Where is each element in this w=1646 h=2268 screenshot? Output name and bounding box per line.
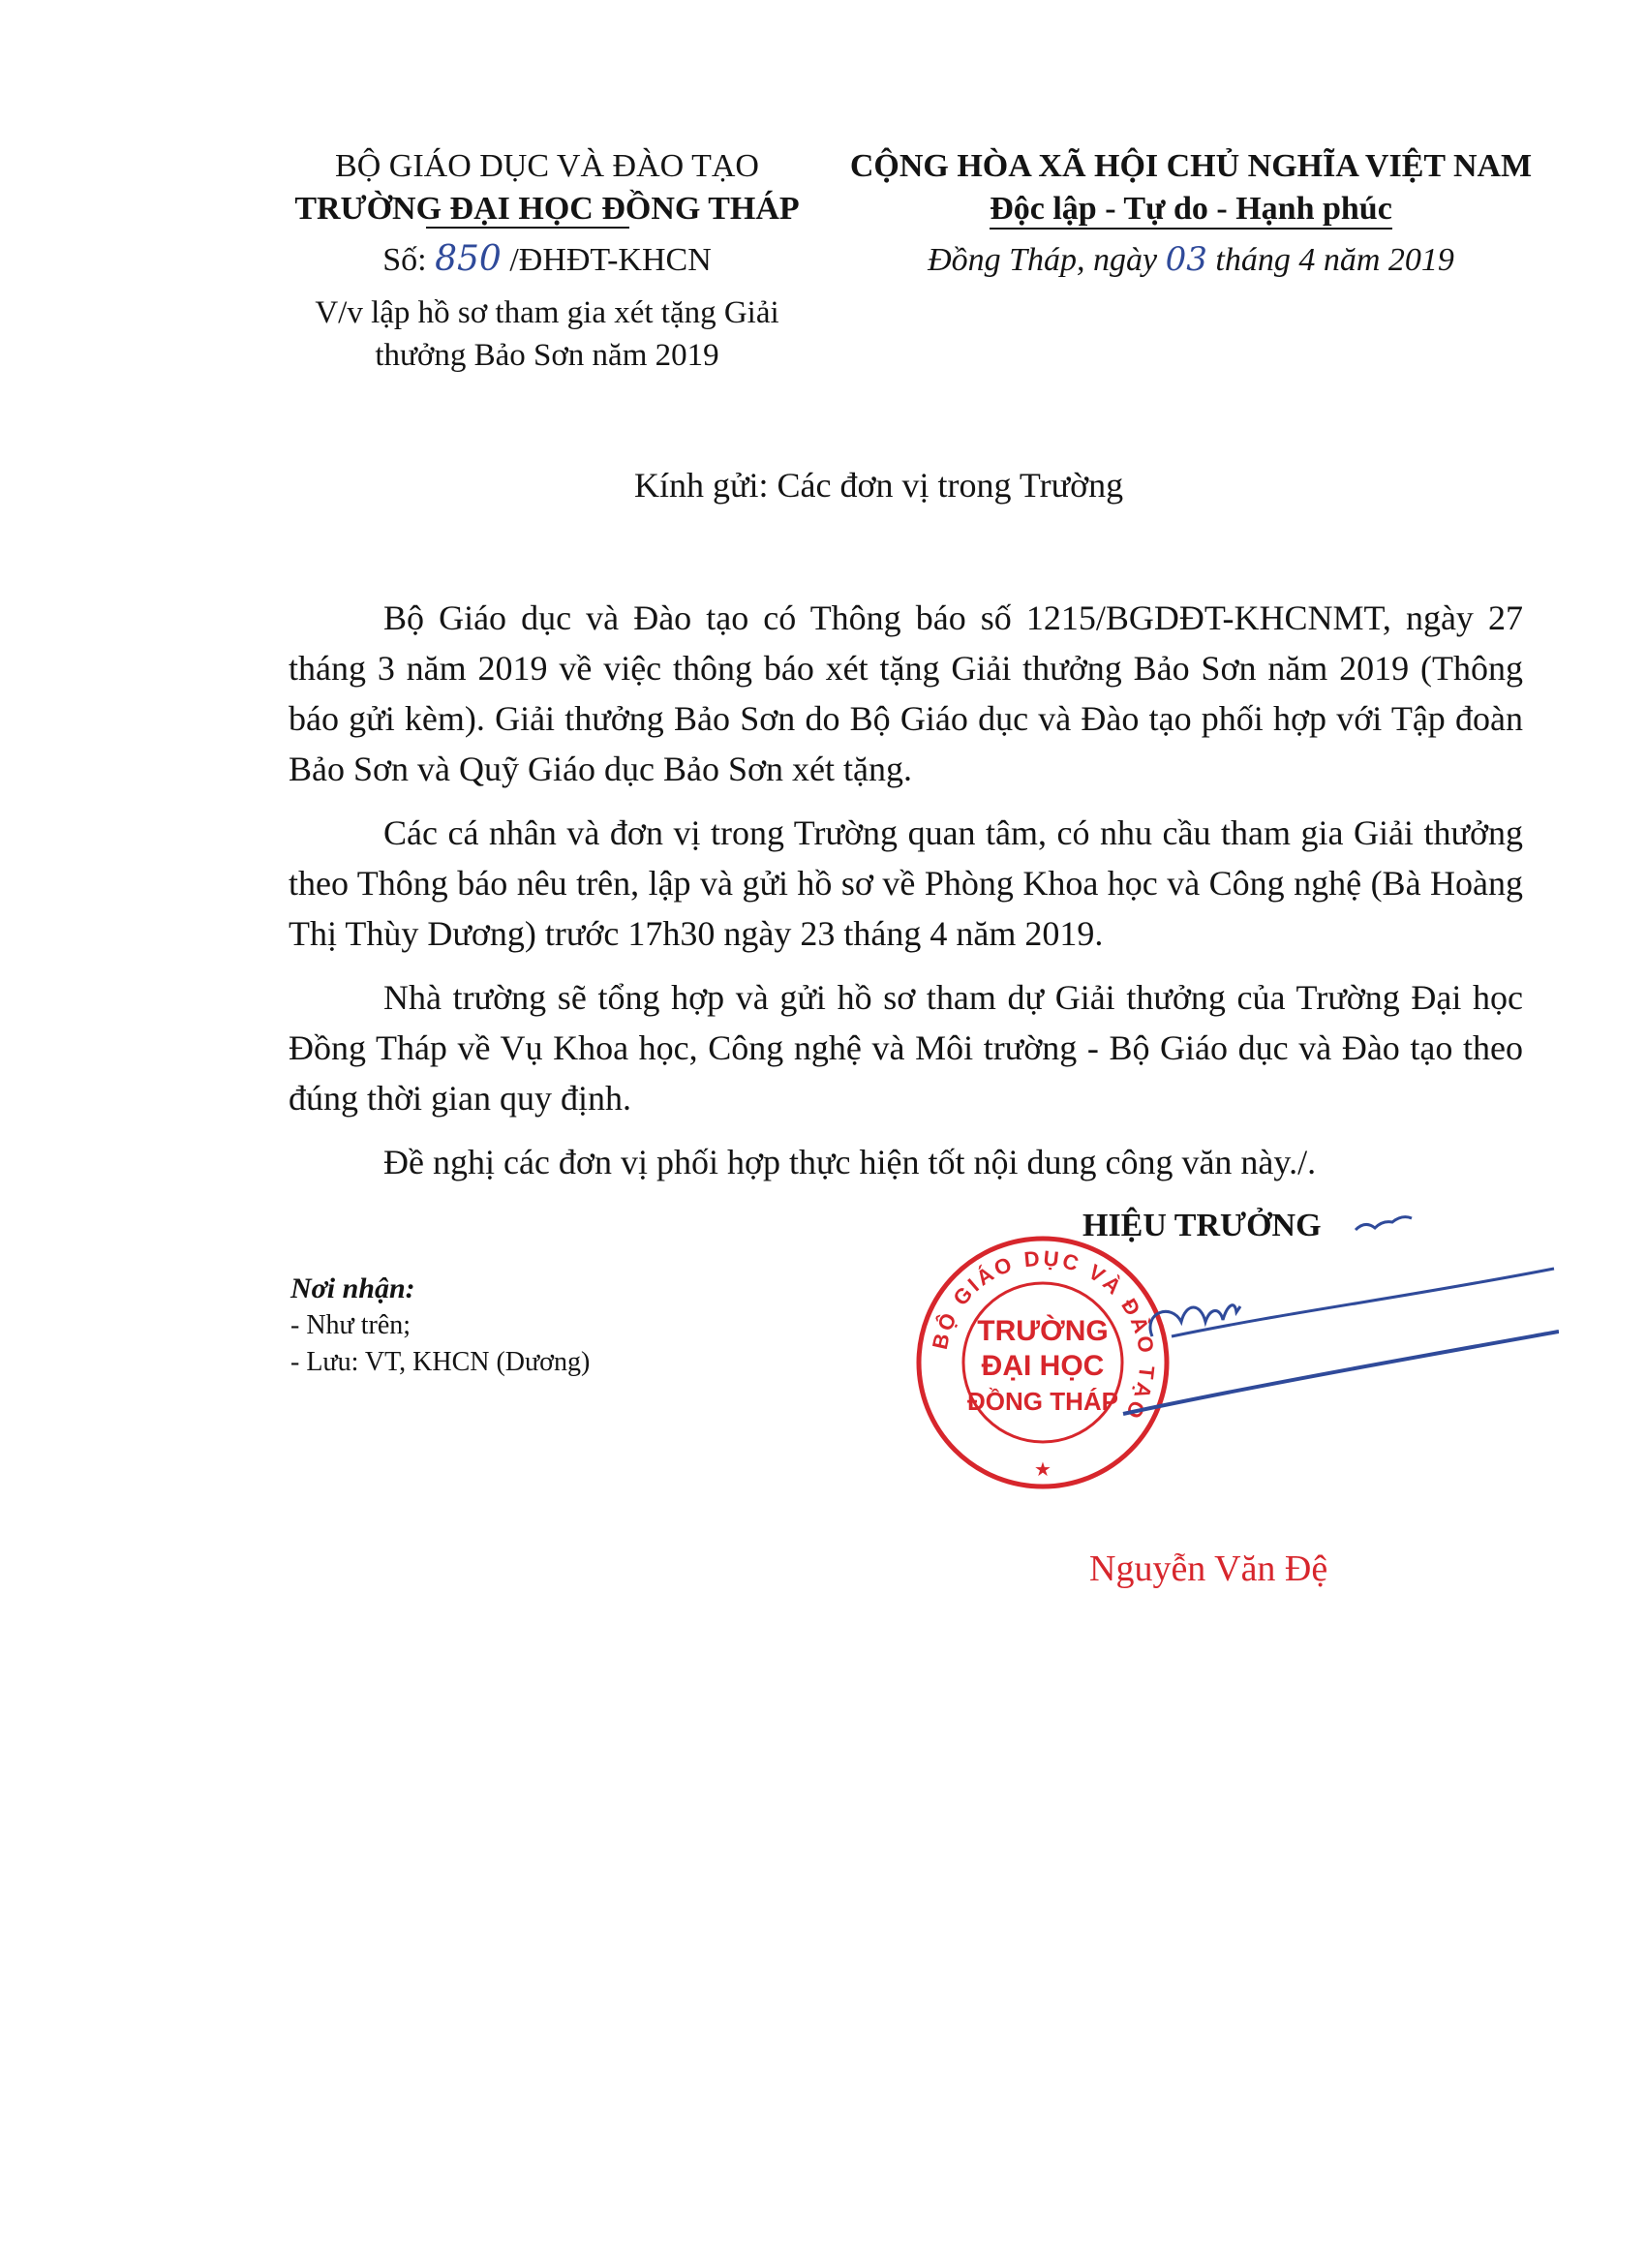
header-left bbox=[232, 145, 862, 377]
body-paragraph: Bộ Giáo dục và Đào tạo có Thông báo số 1215/BGDĐT-KHCNMT, ngày 27 tháng 3 năm 2019 về việc thông báo xét tặng Giải thưởng Bảo Sơn năm 2019 (Thông báo gửi kèm). Giải thưởng Bảo Sơn do Bộ Giáo dục và Đào tạo phối hợp với Tập đoàn Bảo Sơn và Quỹ Giáo dục Bảo Sơn xét tặng. bbox=[289, 598, 1523, 788]
recipients-item: - Lưu: VT, KHCN (Dương) bbox=[290, 1347, 591, 1377]
signatory-name: Nguyễn Văn Đệ bbox=[1089, 1548, 1328, 1589]
recipient-line: Kính gửi: Các đơn vị trong Trường bbox=[634, 466, 1124, 505]
motto-text: Độc lập - Tự do - Hạnh phúc bbox=[990, 191, 1392, 230]
document-number bbox=[232, 238, 862, 282]
svg-text:TRƯỜNG: TRƯỜNG bbox=[977, 1315, 1109, 1347]
signature-position: HIỆU TRƯỞNG bbox=[1082, 1208, 1322, 1243]
body-paragraph: Đề nghị các đơn vị phối hợp thực hiện tốt nội dung công văn này./. bbox=[383, 1143, 1317, 1181]
date-suffix: tháng 4 năm 2019 bbox=[1215, 242, 1454, 278]
recipients-block bbox=[290, 1271, 775, 1381]
signature-scribble bbox=[1113, 1211, 1559, 1453]
letter-body bbox=[289, 593, 1523, 1201]
date-prefix: Đồng Tháp, ngày bbox=[928, 242, 1158, 278]
body-paragraph: Các cá nhân và đơn vị trong Trường quan tâm, có nhu cầu tham gia Giải thưởng theo Thông báo nêu trên, lập và gửi hồ sơ về Phòng Khoa học và Công nghệ (Bà Hoàng Thị Thùy Dương) trước 17h30 ngày 23 tháng 4 năm 2019. bbox=[289, 813, 1523, 953]
header-right bbox=[842, 145, 1539, 282]
school-name bbox=[232, 188, 862, 230]
school-name-text: TRƯỜNG ĐẠI HỌC ĐỒNG THÁP bbox=[294, 191, 800, 227]
date-line bbox=[842, 238, 1539, 282]
recipients-title: Nơi nhận: bbox=[290, 1272, 415, 1304]
subject-line-2: thưởng Bảo Sơn năm 2019 bbox=[375, 338, 719, 373]
recipients-item: - Như trên; bbox=[290, 1310, 412, 1340]
subject-line-1: V/v lập hồ sơ tham gia xét tặng Giải bbox=[315, 295, 779, 330]
body-paragraph: Nhà trường sẽ tổng hợp và gửi hồ sơ tham dự Giải thưởng của Trường Đại học Đồng Tháp về Vụ Khoa học, Công nghệ và Môi trường - Bộ Giáo dục và Đào tạo theo đúng thời gian quy định. bbox=[289, 978, 1523, 1118]
svg-text:ĐỒNG THÁP: ĐỒNG THÁP bbox=[967, 1387, 1118, 1416]
number-suffix: /ĐHĐT-KHCN bbox=[509, 242, 712, 278]
handwritten-signature bbox=[1113, 1211, 1559, 1453]
motto bbox=[842, 188, 1539, 230]
nation-name: CỘNG HÒA XÃ HỘI CHỦ NGHĨA VIỆT NAM bbox=[849, 148, 1533, 184]
svg-text:ĐẠI HỌC: ĐẠI HỌC bbox=[981, 1350, 1105, 1382]
date-day-handwritten: 03 bbox=[1165, 240, 1207, 279]
number-prefix: Số: bbox=[382, 242, 427, 278]
svg-text:★: ★ bbox=[1034, 1459, 1052, 1481]
ministry-name: BỘ GIÁO DỤC VÀ ĐÀO TẠO bbox=[335, 148, 759, 184]
number-handwritten: 850 bbox=[435, 239, 502, 279]
svg-text:BỘ GIÁO DỤC VÀ ĐÀO TẠO: BỘ GIÁO DỤC VÀ ĐÀO TẠO bbox=[927, 1245, 1160, 1425]
school-underline bbox=[426, 227, 629, 229]
